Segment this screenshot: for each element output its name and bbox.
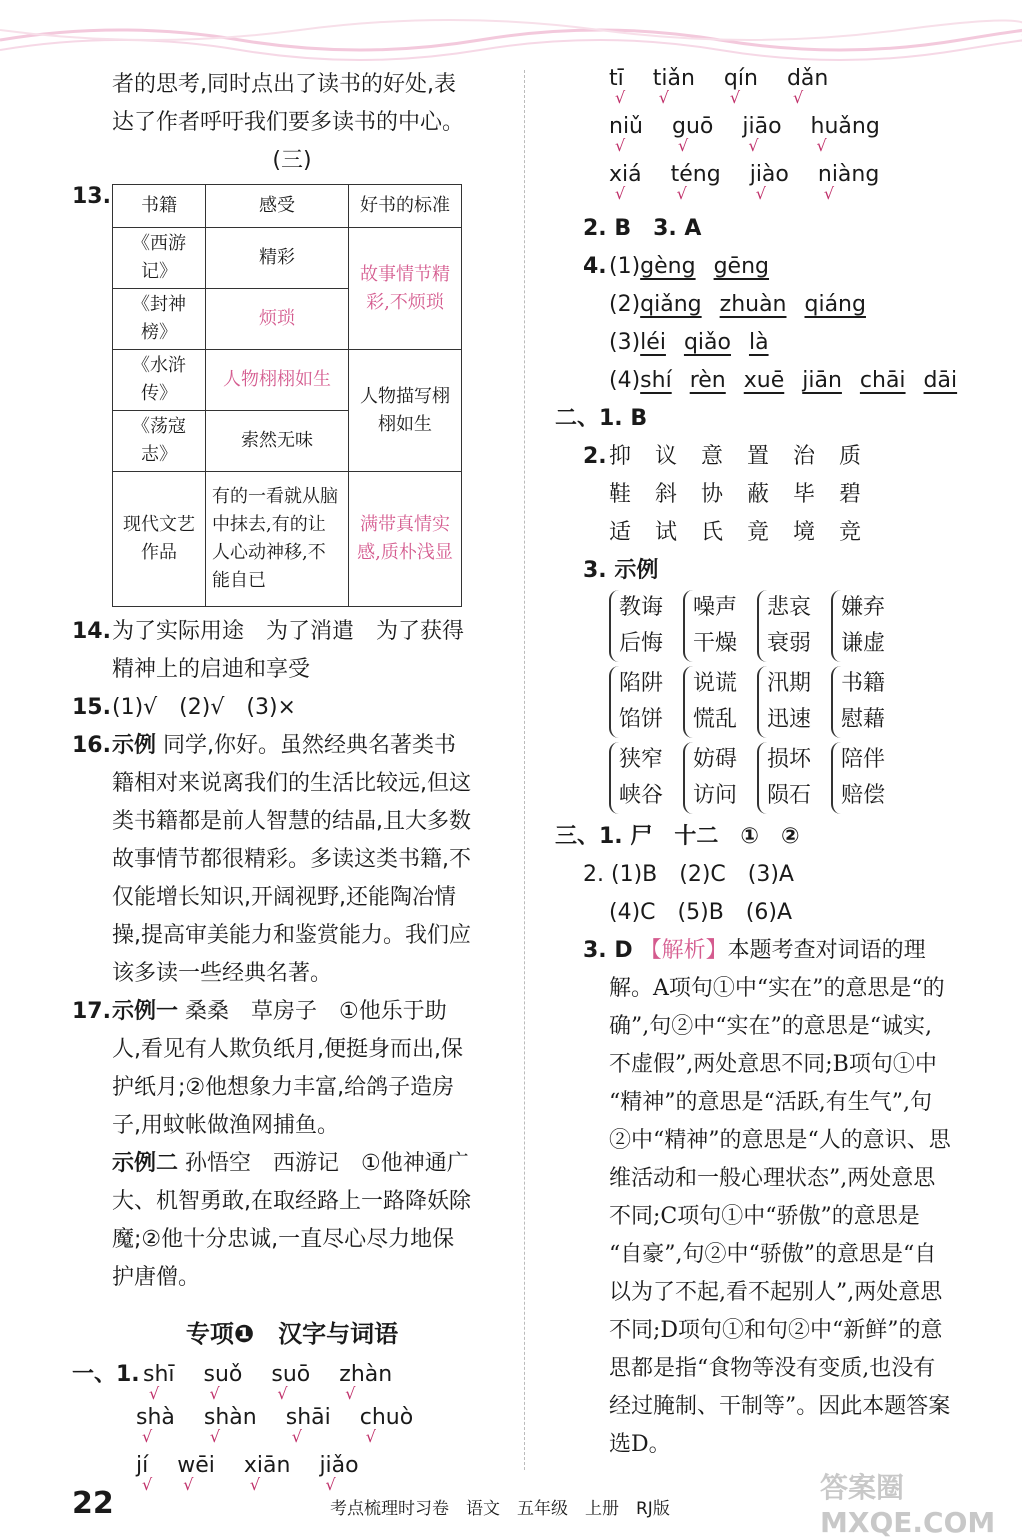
word-pair (757, 742, 811, 814)
word-pair (683, 590, 737, 662)
pinyin-answer: zhuàn (719, 292, 787, 317)
table-cell: 人物描写栩栩如生 (349, 350, 462, 472)
word-pair (609, 742, 663, 814)
word: 衰弱 (767, 631, 812, 656)
table-cell: 满带真情实感,质朴浅显 (349, 472, 462, 607)
word: 陷阱 (619, 671, 664, 696)
analysis-text: 以为了不起,看不起别人”,两处意思 (609, 1280, 943, 1305)
answer-text: 类书籍都是前人智慧的结晶,且大多数 (112, 809, 471, 834)
pinyin-text: tī (609, 66, 624, 91)
check-mark-icon: √ (748, 136, 759, 155)
char: 意 (701, 444, 724, 469)
word: 慰藉 (841, 707, 886, 732)
footer-text: 考点梳理时习卷 语文 五年级 上册 RJ版 (330, 1499, 670, 1519)
answer-text: 操,提高审美能力和鉴赏能力。我们应 (112, 923, 471, 948)
word: 后悔 (619, 631, 664, 656)
word: 峡谷 (619, 783, 664, 808)
section-heading: (三) (272, 148, 312, 173)
section-3-q3 (555, 932, 985, 970)
analysis-text: 不同;C项句①中“骄傲”的意思是 (609, 1204, 920, 1229)
check-mark-icon: √ (792, 88, 804, 107)
char: 抑 (609, 444, 632, 469)
pinyin-text: niàng (817, 162, 880, 187)
check-mark-icon: √ (142, 1475, 153, 1494)
question-2-3: 2. B 3. A (583, 216, 702, 241)
word: 妨碍 (693, 747, 738, 772)
char: 竟 (747, 520, 770, 545)
table-header: 感受 (206, 185, 349, 228)
pinyin-text: niǔ (609, 114, 643, 139)
example-2 (72, 1145, 512, 1183)
answer-text: 精神上的启迪和享受 (112, 657, 311, 682)
pinyin-text: jiāo (742, 114, 782, 139)
pinyin-text: jí (136, 1453, 149, 1478)
pinyin-row (72, 1405, 512, 1453)
question-13 (72, 184, 512, 607)
left-column (72, 66, 512, 1501)
sub-number: (1) (609, 254, 641, 279)
char-row (609, 444, 885, 469)
table-cell: 《水浒传》 (113, 350, 206, 411)
pinyin-row (555, 162, 985, 210)
answer-text: 魔;②他十分忠诚,一直尽心尽力地保 (112, 1227, 455, 1252)
answer-text: 该多读一些经典名著。 (112, 961, 333, 986)
answer-text: 为了实际用途 为了消遣 为了获得 (112, 619, 465, 644)
word: 慌乱 (693, 707, 738, 732)
char: 境 (793, 520, 816, 545)
table-cell: 《封神榜》 (113, 289, 206, 350)
pinyin-text: huǎng (810, 114, 880, 139)
check-mark-icon: √ (209, 1427, 221, 1446)
page-number: 22 (72, 1486, 114, 1521)
check-mark-icon: √ (615, 184, 626, 203)
pinyin-item (136, 1453, 153, 1494)
check-mark-icon: √ (823, 184, 835, 203)
char: 治 (793, 444, 816, 469)
pinyin-answer: xuē (743, 368, 785, 393)
pinyin-text: shàn (203, 1405, 257, 1430)
example-label: 示例 (112, 733, 157, 758)
pinyin-text: shāi (285, 1405, 331, 1430)
pinyin-item (810, 114, 880, 155)
question-4-item (555, 286, 985, 324)
word-pairs-row (555, 590, 985, 662)
analysis-text: 确”,句②中“实在”的意思是“诚实, (609, 1014, 932, 1039)
pinyin-item (271, 1362, 311, 1403)
table-cell: 故事情节精彩,不烦琐 (349, 228, 462, 350)
char-row (555, 476, 985, 514)
pinyin-answer: shí (640, 368, 672, 393)
pinyin-row (555, 66, 985, 114)
char: 斜 (655, 482, 678, 507)
char: 毕 (793, 482, 816, 507)
analysis-text: 经过腌制、干制等”。因此本题答案 (609, 1394, 951, 1419)
word: 迅速 (767, 707, 812, 732)
question-number: 17. (72, 999, 111, 1024)
pinyin-text: jiǎo (319, 1453, 359, 1478)
char: 置 (747, 444, 770, 469)
check-mark-icon: √ (678, 136, 689, 155)
check-mark-icon: √ (676, 184, 687, 203)
example-label: 示例二 (112, 1151, 179, 1176)
question-number: 16. (72, 733, 111, 758)
pinyin-answer: qiáng (804, 292, 866, 317)
check-mark-icon: √ (277, 1384, 288, 1403)
answer-letter: 3. D (583, 938, 633, 963)
char: 议 (655, 444, 678, 469)
table-cell: 精彩 (206, 228, 349, 289)
check-mark-icon: √ (658, 88, 669, 107)
word: 狭窄 (619, 747, 664, 772)
pinyin-item (203, 1405, 257, 1446)
answer-text: 大、机智勇敢,在取经路上一路降妖除 (112, 1189, 471, 1214)
answer-text: 人,看见有人欺负纸月,便挺身而出,保 (112, 1037, 463, 1062)
table-cell: 有的一看就从脑中抹去,有的让人心动神移,不能自已 (206, 472, 349, 607)
pinyin-answer: qiǎo (683, 330, 731, 355)
analysis-text: 解。A项句①中“实在”的意思是“的 (609, 976, 945, 1001)
word-pair (757, 590, 811, 662)
answer-text: 籍相对来说离我们的生活比较远,但这 (112, 771, 471, 796)
question-4-item (555, 324, 985, 362)
pinyin-item (670, 162, 721, 203)
section-2-q1: 二、1. B (555, 406, 648, 431)
table-cell: 《荡寇志》 (113, 411, 206, 472)
section-3-q2: 2. (1)B (2)C (3)A (583, 862, 794, 887)
word-pair (831, 742, 885, 814)
char: 氏 (701, 520, 724, 545)
analysis-text: “精神”的意思是“活跃,有生气”,句 (609, 1090, 932, 1115)
check-mark-icon: √ (249, 1475, 261, 1494)
pinyin-item (609, 162, 642, 203)
pinyin-text: téng (670, 162, 721, 187)
table-cell: 索然无味 (206, 411, 349, 472)
word: 教诲 (619, 595, 664, 620)
table-cell: 现代文艺作品 (113, 472, 206, 607)
table-cell: 烦琐 (206, 289, 349, 350)
char-row (555, 514, 985, 552)
pinyin-item (742, 114, 782, 155)
answer-text: 护纸月;②他想象力丰富,给鸽子造房 (112, 1075, 455, 1100)
analysis-text: ②中“精神”的意思是“人的意识、思 (609, 1128, 951, 1153)
word: 馅饼 (619, 707, 664, 732)
answer-text: 子,用蚊帐做渔网捕鱼。 (112, 1113, 339, 1138)
intro-line: 达了作者呼吁我们要多读书的中心。 (112, 110, 465, 135)
analysis-text: 思都是指“食物等没有变质,也没有 (609, 1356, 936, 1381)
answer-text: 仅能增长知识,开阔视野,还能陶冶情 (112, 885, 456, 910)
word-pair (683, 666, 737, 738)
pinyin-text: wēi (177, 1453, 215, 1478)
question-number: 2. (583, 444, 607, 469)
analysis-text: “自豪”,句②中“骄傲”的意思是“自 (609, 1242, 937, 1267)
table-cell: 人物栩栩如生 (206, 350, 349, 411)
pinyin-item (786, 66, 829, 107)
word: 书籍 (841, 671, 886, 696)
pinyin-text: shà (136, 1405, 175, 1430)
word-pair (683, 742, 737, 814)
pinyin-item (652, 66, 695, 107)
word: 访问 (693, 783, 738, 808)
answer-text: (1)√ (2)√ (3)× (112, 695, 296, 720)
word: 损坏 (767, 747, 812, 772)
word: 干燥 (693, 631, 738, 656)
pinyin-text: xiān (243, 1453, 291, 1478)
word-pair (757, 666, 811, 738)
pinyin-answer: là (748, 330, 769, 355)
check-mark-icon: √ (209, 1384, 220, 1403)
char: 蔽 (747, 482, 770, 507)
analysis-text: 本题考查对词语的理 (727, 938, 926, 963)
word-pair (831, 590, 885, 662)
word-pair (609, 666, 663, 738)
check-mark-icon: √ (615, 136, 626, 155)
pinyin-text: tiǎn (652, 66, 695, 91)
pinyin-answer: jiān (802, 368, 842, 393)
check-mark-icon: √ (816, 136, 827, 155)
pinyin-text: zhàn (339, 1362, 393, 1387)
question-number: 13. (72, 184, 111, 209)
page-footer (0, 1486, 1022, 1526)
answer-text: 护唐僧。 (112, 1265, 201, 1290)
pinyin-item (243, 1453, 291, 1494)
answer-text: 桑桑 草房子 ①他乐于助 (185, 999, 447, 1024)
question-17 (72, 993, 512, 1031)
check-mark-icon: √ (365, 1427, 376, 1446)
column-divider (524, 70, 525, 1470)
pinyin-text: chuò (359, 1405, 414, 1430)
pinyin-item (609, 114, 643, 155)
pinyin-item (143, 1362, 175, 1403)
table-header: 好书的标准 (349, 185, 462, 228)
pinyin-text: jiào (749, 162, 789, 187)
check-mark-icon: √ (615, 88, 626, 107)
check-mark-icon: √ (142, 1427, 153, 1446)
word: 说谎 (693, 671, 738, 696)
question-4 (555, 248, 985, 286)
word: 嫌弃 (841, 595, 886, 620)
right-column (555, 66, 985, 1464)
check-mark-icon: √ (729, 88, 741, 107)
section-2-q3: 3. 示例 (583, 558, 659, 583)
pinyin-item (136, 1405, 175, 1446)
pinyin-row (72, 1357, 512, 1405)
word-pairs-row (555, 666, 985, 738)
check-mark-icon: √ (149, 1384, 160, 1403)
pinyin-item (609, 66, 626, 107)
pinyin-item (319, 1453, 359, 1494)
pinyin-answer: gèng (640, 254, 696, 279)
table-cell: 《西游记》 (113, 228, 206, 289)
answer-text: 故事情节都很精彩。多读这类书籍,不 (112, 847, 471, 872)
answer-text: 同学,你好。虽然经典名著类书 (163, 733, 457, 758)
analysis-tag: 【解析】 (639, 938, 728, 963)
pinyin-text: dǎn (786, 66, 829, 91)
pinyin-item (723, 66, 758, 107)
pinyin-text: suō (271, 1362, 311, 1387)
special-section-title: 专项❶ 汉字与词语 (185, 1320, 399, 1348)
answer-table (112, 184, 462, 607)
analysis-text: 选D。 (609, 1432, 671, 1457)
word: 赔偿 (841, 783, 886, 808)
word-pair (609, 590, 663, 662)
check-mark-icon: √ (345, 1384, 356, 1403)
analysis-text: 不虚假”,两处意思不同;B项句①中 (609, 1052, 937, 1077)
pinyin-answer: dāi (923, 368, 958, 393)
word: 噪声 (693, 595, 738, 620)
char: 质 (839, 444, 862, 469)
analysis-text: 不同;D项句①和句②中“新鲜”的意 (609, 1318, 943, 1343)
pinyin-answer: qiǎng (640, 292, 702, 317)
pinyin-item (672, 114, 714, 155)
section-2-q2 (555, 438, 985, 476)
pinyin-item (359, 1405, 414, 1446)
word: 悲哀 (767, 595, 812, 620)
question-number: 15. (72, 695, 111, 720)
check-mark-icon: √ (291, 1427, 302, 1446)
pinyin-item (177, 1453, 215, 1494)
pinyin-row (555, 114, 985, 162)
pinyin-item (203, 1362, 243, 1403)
question-number: 4. (583, 254, 607, 279)
pinyin-answer: rèn (689, 368, 726, 393)
question-number: 一、1. (72, 1362, 140, 1387)
decorative-top-band (0, 0, 1022, 64)
char: 试 (655, 520, 678, 545)
pinyin-text: qín (723, 66, 758, 91)
word: 汛期 (767, 671, 812, 696)
section-3-q2-cont: (4)C (5)B (6)A (609, 900, 792, 925)
pinyin-answer: léi (640, 330, 666, 355)
question-4-item (555, 362, 985, 400)
char: 竞 (839, 520, 862, 545)
char: 协 (701, 482, 724, 507)
sub-number: (3) (609, 330, 641, 355)
check-mark-icon: √ (325, 1475, 336, 1494)
pinyin-text: shī (143, 1362, 175, 1387)
char: 适 (609, 520, 632, 545)
word: 陪伴 (841, 747, 886, 772)
pinyin-answer: gēng (713, 254, 770, 279)
question-15 (72, 689, 512, 727)
answer-text: 孙悟空 西游记 ①他神通广 (185, 1151, 469, 1176)
char: 碧 (839, 482, 862, 507)
question-number: 14. (72, 619, 111, 644)
pinyin-text: xiá (609, 162, 642, 187)
pinyin-answer: chāi (859, 368, 906, 393)
word: 陨石 (767, 783, 812, 808)
analysis-text: 维活动和一般心理状态”,两处意思 (609, 1166, 936, 1191)
table-header: 书籍 (113, 185, 206, 228)
char: 鞋 (609, 482, 632, 507)
intro-line: 者的思考,同时点出了读书的好处,表 (112, 72, 456, 97)
pinyin-item (285, 1405, 331, 1446)
pinyin-text: guō (672, 114, 714, 139)
word-pair (831, 666, 885, 738)
pinyin-item (749, 162, 789, 203)
sub-number: (4) (609, 368, 641, 393)
question-14 (72, 613, 512, 651)
word-pairs-row (555, 742, 985, 814)
pinyin-item (339, 1362, 393, 1403)
section-3-q1: 三、1. 尸 十二 ① ② (555, 824, 800, 849)
example-label: 示例一 (112, 999, 179, 1024)
check-mark-icon: √ (183, 1475, 194, 1494)
pinyin-item (817, 162, 880, 203)
sub-number: (2) (609, 292, 641, 317)
pinyin-text: suǒ (203, 1362, 243, 1387)
watermark: 答案圈 MXQE.COM (820, 1471, 996, 1539)
check-mark-icon: √ (755, 184, 766, 203)
question-16 (72, 727, 512, 765)
word: 谦虚 (841, 631, 886, 656)
